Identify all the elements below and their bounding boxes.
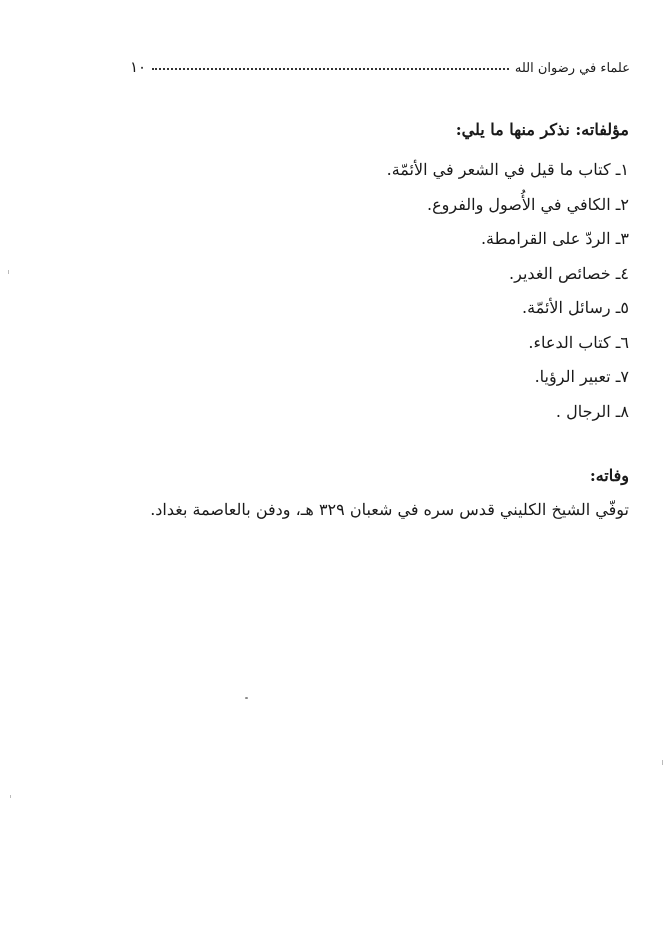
scan-edge-mark — [662, 760, 663, 765]
scan-edge-mark — [10, 795, 11, 798]
scan-speck — [245, 697, 248, 699]
works-list-item: ٨ـ الرجال . — [555, 401, 629, 421]
works-list-item: ٧ـ تعبير الرؤيا. — [534, 367, 629, 386]
works-list-item: ٥ـ رسائل الأئمّة. — [522, 298, 629, 317]
running-header-title: علماء في رضوان الله — [514, 61, 630, 76]
works-list-item: ٤ـ خصائص الغدير. — [509, 263, 629, 283]
works-section-heading: مؤلفاته: نذكر منها ما يلي: — [455, 120, 629, 139]
death-paragraph: توفّي الشيخ الكليني قدس سره في شعبان ٣٢٩ هـ، ودفن بالعاصمة بغداد. — [150, 500, 629, 519]
death-section-heading: وفاته: — [589, 466, 629, 485]
works-list-item: ٣ـ الردّ على القرامطة. — [480, 229, 629, 248]
running-header — [130, 50, 630, 76]
works-list — [387, 153, 629, 429]
works-list-item: ٢ـ الكافي في الأُصول والفروع. — [427, 194, 629, 214]
header-dot-leader — [152, 68, 509, 70]
works-list-item: ٦ـ كتاب الدعاء. — [528, 332, 629, 352]
scan-edge-mark — [8, 270, 9, 274]
page-number: ١٠ — [130, 58, 147, 76]
works-list-item: ١ـ كتاب ما قيل في الشعر في الأئمّة. — [386, 160, 629, 179]
